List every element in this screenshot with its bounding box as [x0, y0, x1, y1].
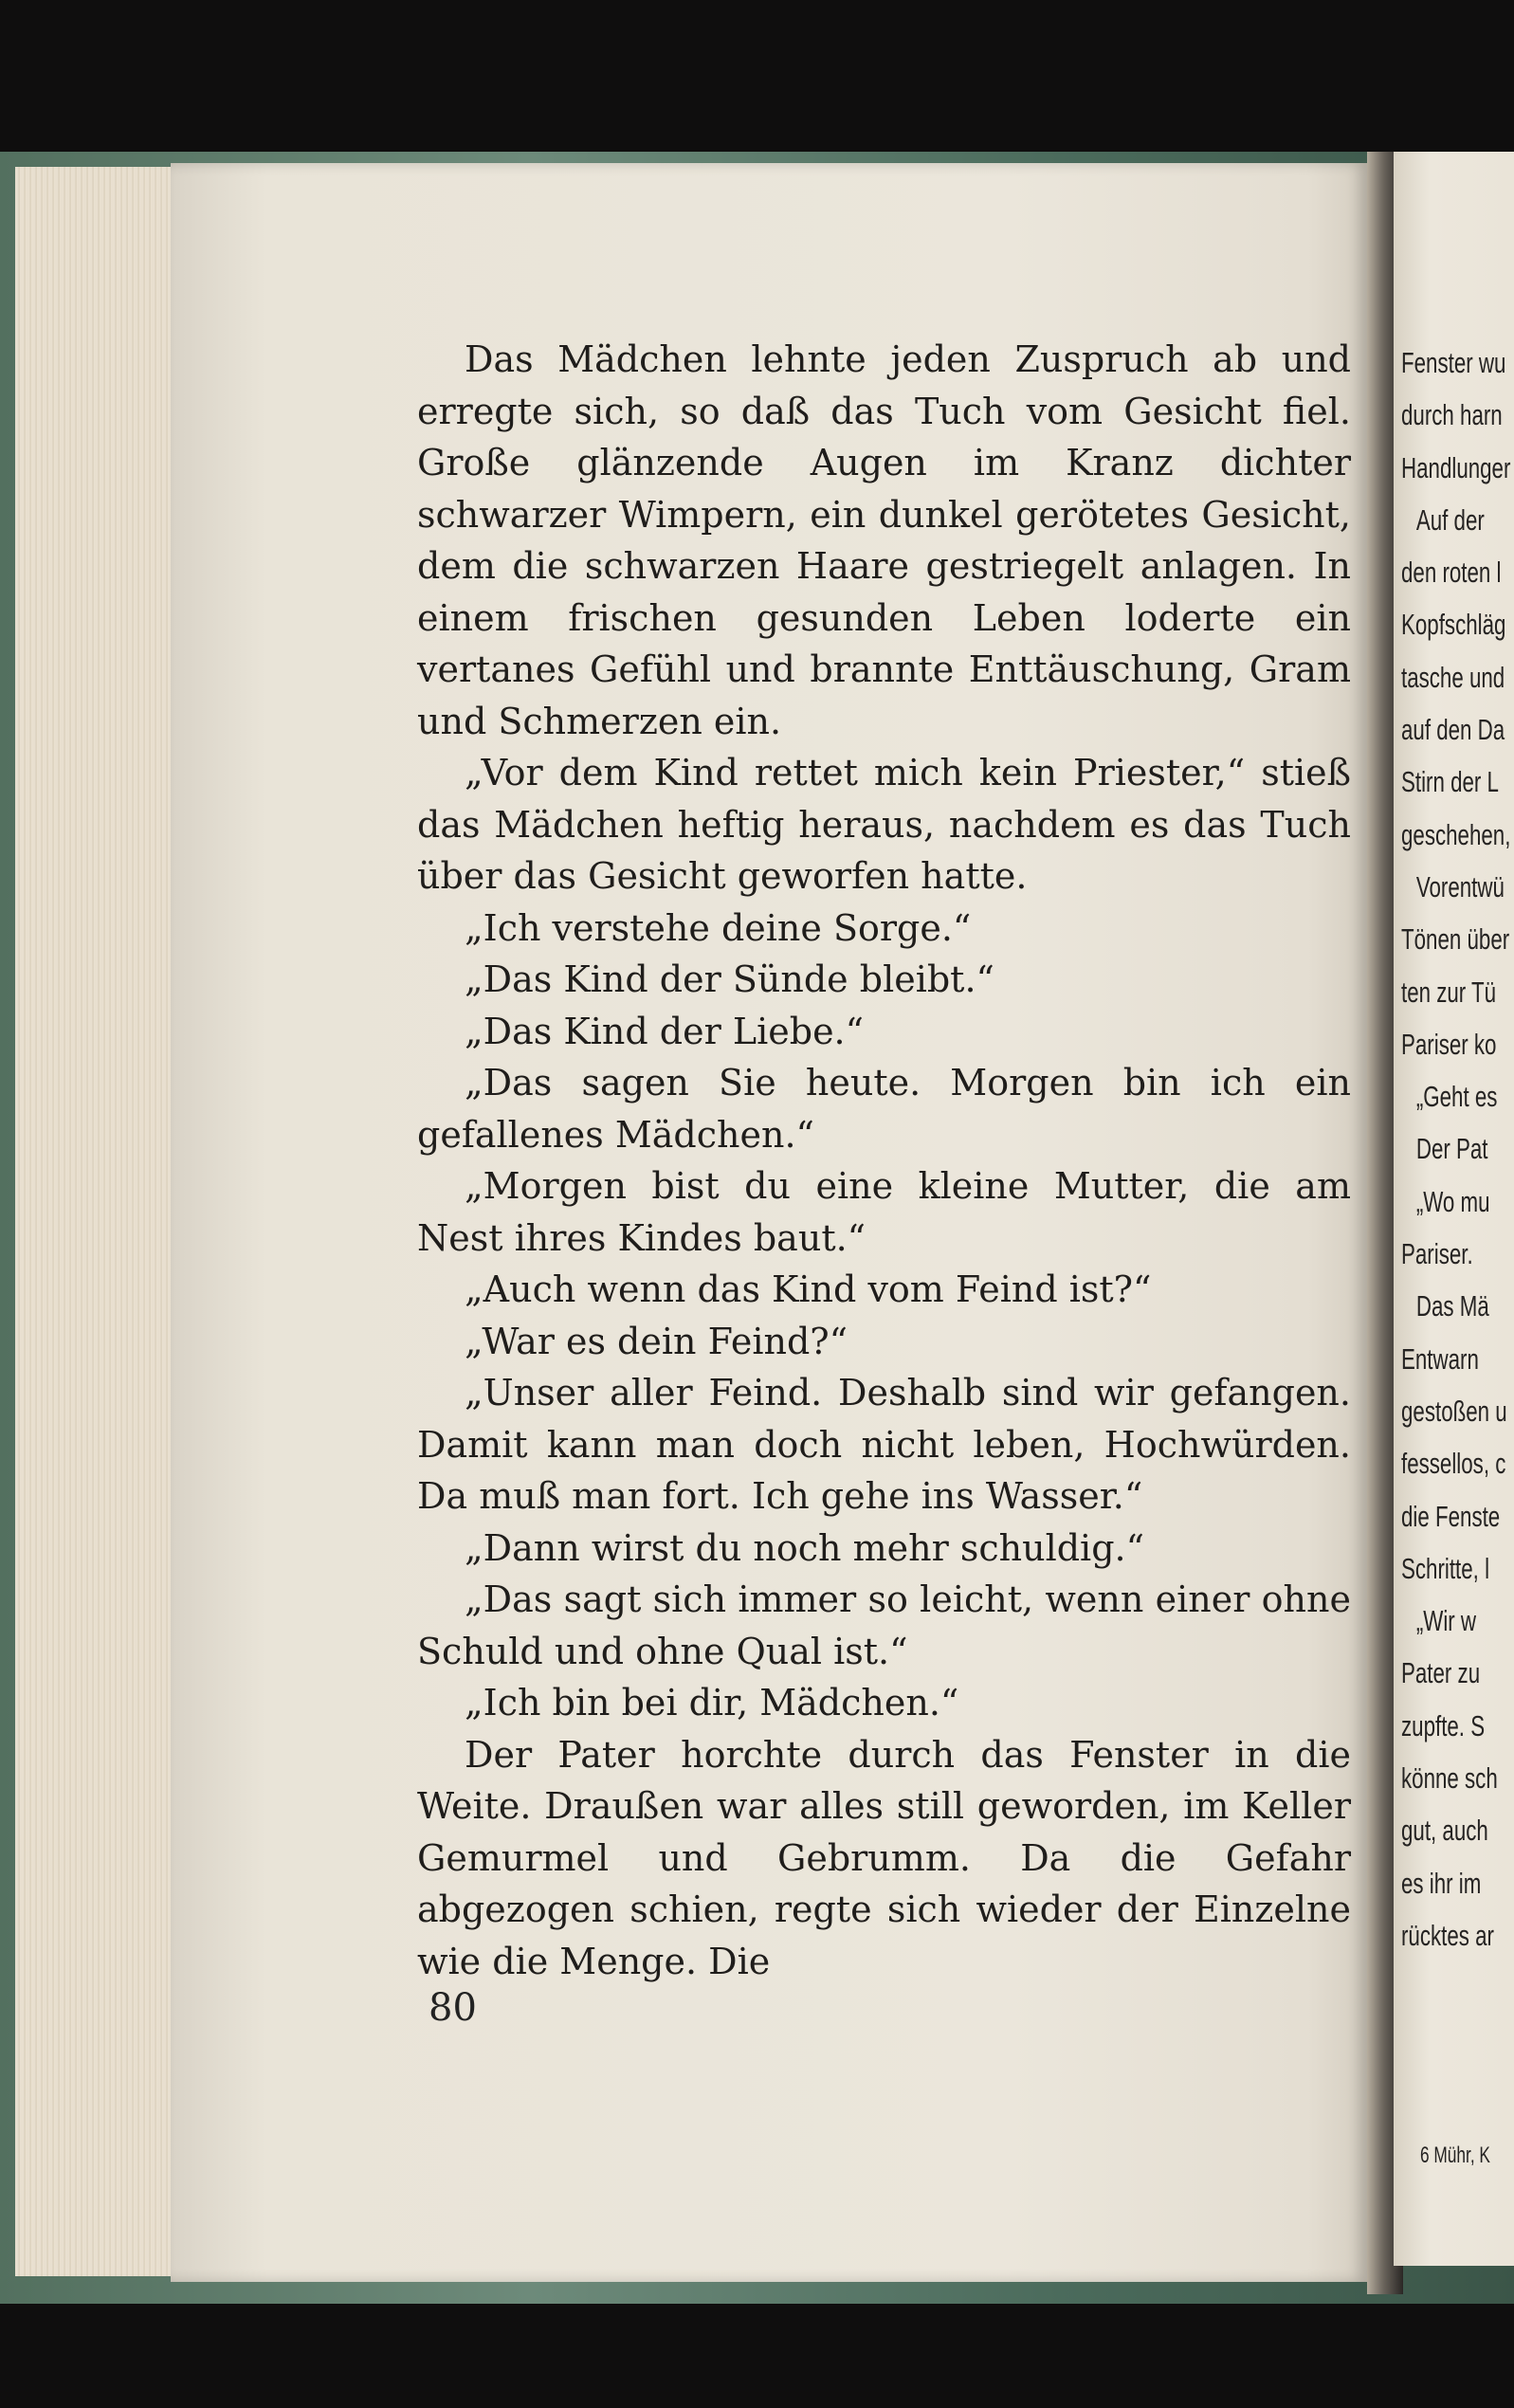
text-line: den roten l: [1401, 556, 1502, 590]
paragraph: „Dann wirst du noch mehr schuldig.“: [465, 1526, 1145, 1569]
text-line: „Wir w: [1415, 1604, 1477, 1638]
text-line: Pariser.: [1401, 1237, 1473, 1271]
paragraph: „Morgen bist du eine kleine Mutter, die am Nest ihres Kindes baut.“: [417, 1165, 1351, 1259]
paragraph: „Ich bin bei dir, Mädchen.“: [465, 1682, 959, 1724]
text-line: ten zur Tü: [1401, 975, 1497, 1009]
text-line: die Fenste: [1401, 1499, 1501, 1533]
left-page-text: [417, 334, 1351, 1987]
text-line: Pariser ko: [1401, 1027, 1497, 1061]
right-page: [1394, 152, 1514, 2266]
paragraph: „Das Kind der Sünde bleibt.“: [465, 958, 994, 1000]
text-line: auf den Da: [1401, 713, 1505, 747]
text-line: „Geht es: [1415, 1080, 1498, 1114]
text-line: Stirn der L: [1401, 765, 1499, 799]
text-line: fessellos, c: [1401, 1447, 1506, 1481]
text-line: gut, auch: [1401, 1814, 1488, 1848]
paragraph: „Das Kind der Liebe.“: [465, 1010, 865, 1052]
text-line: Auf der: [1415, 502, 1485, 537]
text-line: Der Pat: [1415, 1132, 1488, 1166]
text-line: Handlunger: [1401, 450, 1511, 484]
text-line: rücktes ar: [1401, 1918, 1494, 1952]
text-line: Kopfschläg: [1401, 608, 1506, 642]
paragraph: Der Pater horchte durch das Fenster in die Weite. Draußen war alles still geworden, im Keller Gemurmel und Gebrumm. Da die Gefahr abgezogen schien, regte sich wieder der Einzelne wie die Menge. Die: [417, 1733, 1351, 1982]
page-edges: [15, 167, 176, 2276]
paragraph: „Vor dem Kind rettet mich kein Priester,“ stieß das Mädchen heftig heraus, nachdem es das Tuch über das Gesicht geworfen hatte.: [417, 752, 1351, 897]
right-page-text: [1401, 337, 1510, 1961]
paragraph: „Ich verstehe deine Sorge.“: [465, 906, 972, 949]
text-line: Das Mä: [1415, 1289, 1489, 1323]
text-line: Pater zu: [1401, 1656, 1481, 1690]
text-line: gestoßen u: [1401, 1394, 1507, 1428]
paragraph: „Auch wenn das Kind vom Feind ist?“: [465, 1268, 1152, 1310]
text-line: zupfte. S: [1401, 1708, 1486, 1742]
text-line: geschehen,: [1401, 817, 1511, 851]
right-page-footer: 6 Mühr, K: [1420, 2143, 1490, 2168]
text-line: durch harn: [1401, 398, 1503, 432]
text-line: tasche und: [1401, 660, 1505, 694]
paragraph: Das Mädchen lehnte jeden Zuspruch ab und erregte sich, so daß das Tuch vom Gesicht fiel. Große glänzende Augen im Kranz dichter schwarzer Wimpern, ein dunkel gerötetes Gesicht, dem die schwarzen Haare gestriegelt anlagen. In einem frischen gesunden Leben loderte ein vertanes Gefühl und brannte Enttäuschung, Gram und Schmerzen ein.: [417, 338, 1351, 742]
text-line: „Wo mu: [1415, 1184, 1490, 1218]
text-line: Tönen über: [1401, 922, 1510, 957]
text-line: Vorentwü: [1415, 869, 1505, 903]
text-line: es ihr im: [1401, 1866, 1482, 1900]
paragraph: „War es dein Feind?“: [465, 1320, 848, 1362]
text-line: Schritte, l: [1401, 1551, 1490, 1585]
page-number: 80: [429, 1986, 477, 2030]
text-line: Fenster wu: [1401, 346, 1506, 379]
paragraph: „Das sagt sich immer so leicht, wenn einer ohne Schuld und ohne Qual ist.“: [417, 1578, 1351, 1672]
text-line: Entwarn: [1401, 1341, 1479, 1376]
text-line: könne sch: [1401, 1761, 1498, 1796]
paragraph: „Unser aller Feind. Deshalb sind wir gefangen. Damit kann man doch nicht leben, Hochwürden. Da muß man fort. Ich gehe ins Wasser.“: [417, 1372, 1351, 1517]
paragraph: „Das sagen Sie heute. Morgen bin ich ein gefallenes Mädchen.“: [417, 1062, 1351, 1156]
